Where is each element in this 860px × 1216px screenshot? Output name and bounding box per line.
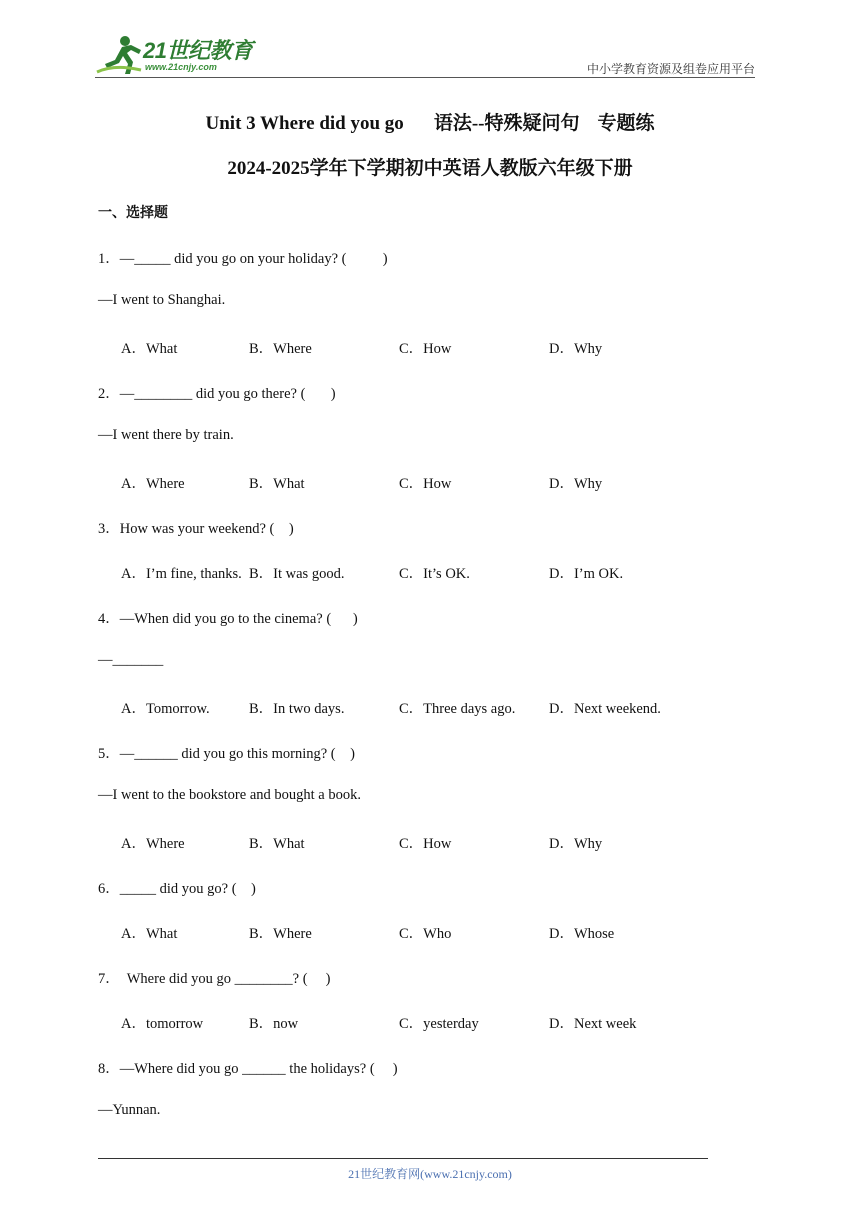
footer-divider xyxy=(98,1158,708,1159)
header-divider xyxy=(95,77,755,78)
question-reply: —I went there by train. xyxy=(98,427,234,443)
question-stem: 5．—______ did you go this morning? ( ) xyxy=(98,746,355,762)
option-d[interactable]: D．Next week xyxy=(549,1016,637,1032)
option-b[interactable]: B．Where xyxy=(249,926,312,942)
option-d[interactable]: D．Why xyxy=(549,836,603,852)
option-d[interactable]: D．Why xyxy=(549,476,603,492)
question-reply: —_______ xyxy=(98,652,164,668)
option-d[interactable]: D．I’m OK. xyxy=(549,566,624,582)
title-topic: 语法--特殊疑问句 xyxy=(433,113,580,134)
logo xyxy=(95,34,265,78)
question-stem: 4．—When did you go to the cinema? ( ) xyxy=(98,611,358,627)
question-stem: 1．—_____ did you go on your holiday? ( ) xyxy=(98,251,388,267)
option-d[interactable]: D．Whose xyxy=(549,926,615,942)
option-row xyxy=(121,922,721,942)
option-a[interactable]: A．Where xyxy=(121,476,185,492)
logo-url: www.21cnjy.com xyxy=(145,62,217,72)
footer-text: 21世纪教育网(www.21cnjy.com) xyxy=(348,1167,512,1181)
question-stem: 3．How was your weekend? ( ) xyxy=(98,521,294,537)
option-row xyxy=(121,697,721,717)
option-row xyxy=(121,832,721,852)
option-c[interactable]: C．It’s OK. xyxy=(399,566,470,582)
option-a[interactable]: A．I’m fine, thanks. xyxy=(121,566,242,582)
option-b[interactable]: B．Where xyxy=(249,341,312,357)
logo-text: 21世纪教育 xyxy=(143,38,253,63)
option-b[interactable]: B．What xyxy=(249,476,305,492)
option-a[interactable]: A．Where xyxy=(121,836,185,852)
page-title xyxy=(0,108,860,135)
option-a[interactable]: A．What xyxy=(121,341,178,357)
question-stem: 7． Where did you go ________? ( ) xyxy=(98,971,331,987)
question-reply: —Yunnan. xyxy=(98,1102,161,1118)
option-b[interactable]: B．now xyxy=(249,1016,299,1032)
option-row xyxy=(121,562,721,582)
title-type: 专题练 xyxy=(597,113,655,134)
option-row xyxy=(121,1012,721,1032)
option-b[interactable]: B．In two days. xyxy=(249,701,345,717)
option-c[interactable]: C．How xyxy=(399,476,452,492)
option-a[interactable]: A．Tomorrow. xyxy=(121,701,210,717)
option-row xyxy=(121,337,721,357)
page-header xyxy=(95,30,755,78)
question-stem: 6．_____ did you go? ( ) xyxy=(98,881,256,897)
option-a[interactable]: A．What xyxy=(121,926,178,942)
option-row xyxy=(121,472,721,492)
option-b[interactable]: B．What xyxy=(249,836,305,852)
option-d[interactable]: D．Next weekend. xyxy=(549,701,661,717)
option-c[interactable]: C．Who xyxy=(399,926,452,942)
section-heading: 一、选择题 xyxy=(98,205,168,221)
question-stem: 2．—________ did you go there? ( ) xyxy=(98,386,336,402)
option-d[interactable]: D．Why xyxy=(549,341,603,357)
title-unit: Unit 3 Where did you go xyxy=(205,113,404,134)
page-subtitle: 2024-2025学年下学期初中英语人教版六年级下册 xyxy=(227,158,633,179)
question-reply: —I went to the bookstore and bought a book. xyxy=(98,787,361,803)
question-stem: 8．—Where did you go ______ the holidays? ( ) xyxy=(98,1061,398,1077)
option-c[interactable]: C．How xyxy=(399,341,452,357)
option-c[interactable]: C．yesterday xyxy=(399,1016,479,1032)
question-reply: —I went to Shanghai. xyxy=(98,292,226,308)
option-b[interactable]: B．It was good. xyxy=(249,566,345,582)
platform-name: 中小学教育资源及组卷应用平台 xyxy=(586,62,755,76)
option-c[interactable]: C．Three days ago. xyxy=(399,701,516,717)
option-a[interactable]: A．tomorrow xyxy=(121,1016,204,1032)
runner-logo-icon xyxy=(95,34,143,76)
option-c[interactable]: C．How xyxy=(399,836,452,852)
